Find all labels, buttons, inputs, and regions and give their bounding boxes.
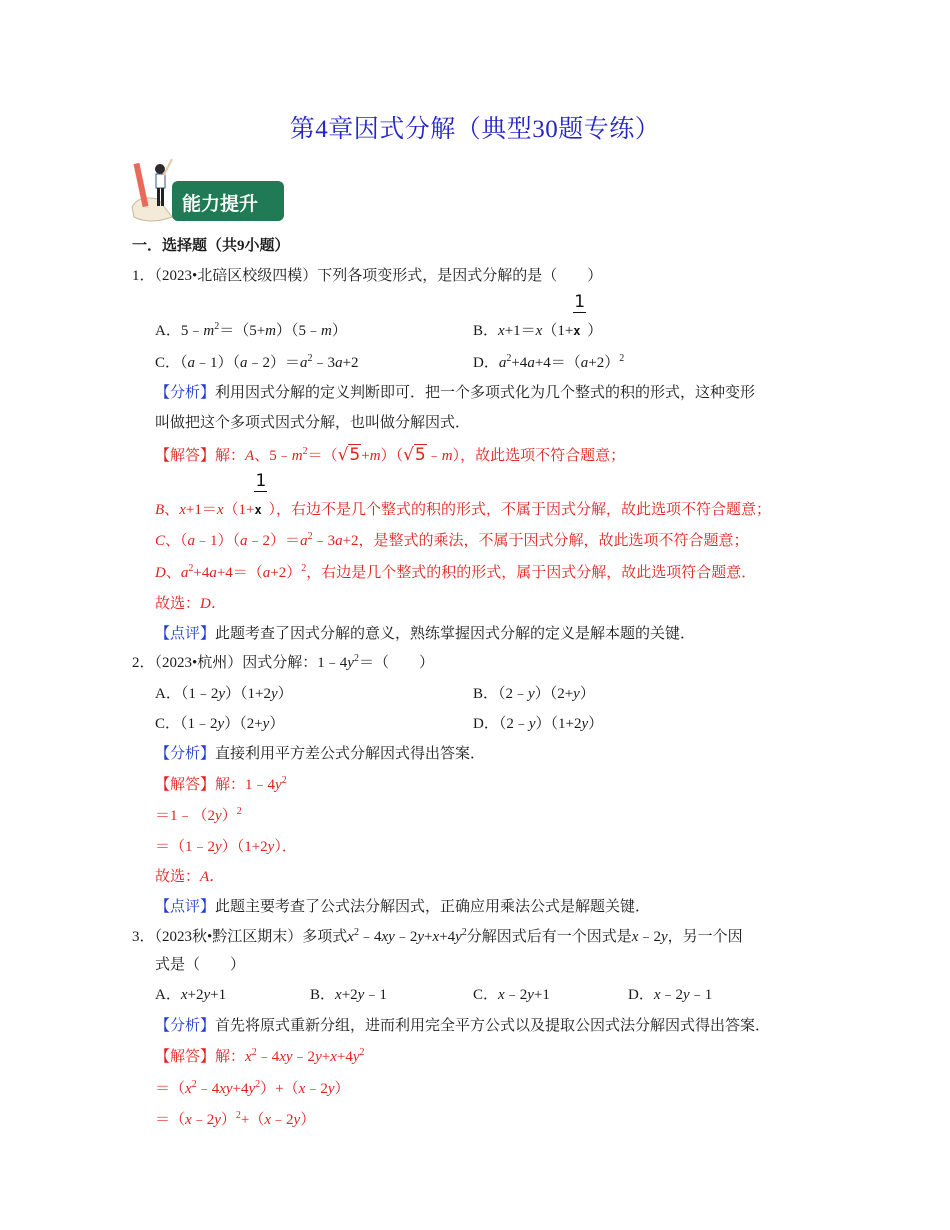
question-1-analysis: 【分析】利用因式分解的定义判断即可．把一个多项式化为几个整式的积的形式，这种变形 xyxy=(155,385,756,401)
question-source: （2023•北碚区校级四模） xyxy=(154,268,318,284)
question-1-solution-b: B、x+1＝x（1+ $\frac{1}{x}$），右边不是几个整式的积的形式，不属于因式分解，故此选项不符合题意； xyxy=(155,471,771,518)
question-2-option-d: D．（2﹣y）（1+2y） xyxy=(473,716,604,732)
question-3-stem-cont: 式是（ ） xyxy=(155,957,246,973)
question-2-stem: 2．（2023•杭州）因式分解：$1﹣4y^2=$（ ） xyxy=(132,653,434,671)
question-1-analysis-cont: 叫做把这个多项式因式分解，也叫做分解因式． xyxy=(155,415,471,431)
question-3-solution-line-2: $=(x^2﹣4xy+4y^2)+(x﹣2y)$ xyxy=(155,1079,350,1097)
question-3-option-b: B．x+2y﹣1 xyxy=(310,987,387,1003)
question-1-solution-c: C、$(a﹣1)(a﹣2)=a^2﹣3a+2$，是整式的乘法，不属于因式分解，故此选项不符合题意； xyxy=(155,531,749,549)
question-2-solution-line-3: ＝（1﹣2y）（1+2y）． xyxy=(155,839,297,855)
question-3-option-a: A．x+2y+1 xyxy=(155,987,227,1003)
badge-label: 能力提升 xyxy=(182,193,259,215)
question-1-option-d: D．$a^2+4a+4=(a+2)^2$ xyxy=(473,353,625,371)
question-number: 1． xyxy=(132,268,155,284)
fraction-1-over-x: $\frac{1}{x}$ xyxy=(573,292,586,338)
question-3-analysis: 【分析】首先将原式重新分组，进而利用完全平方公式以及提取公因式法分解因式得出答案． xyxy=(155,1018,771,1034)
sqrt-5: √5 xyxy=(337,445,361,465)
question-2-answer: 故选：A． xyxy=(155,869,225,885)
analysis-tag: 【分析】 xyxy=(155,385,216,401)
question-2-comment: 【点评】此题主要考查了公式法分解因式，正确应用乘法公式是解题关键． xyxy=(155,899,651,915)
question-2-analysis: 【分析】直接利用平方差公式分解因式得出答案． xyxy=(155,746,486,762)
ability-badge xyxy=(128,155,288,225)
question-1-stem xyxy=(132,266,602,286)
question-2-solution-line-1: 【解答】解：$1﹣4y^2$ xyxy=(155,775,287,793)
document-title: 第4章因式分解（典型30题专练） xyxy=(289,116,661,143)
question-3-solution-line-1: 【解答】解：$x^2﹣4xy﹣2y+x+4y^2$ xyxy=(155,1047,365,1065)
student-illustration-icon xyxy=(128,155,288,225)
section-heading: 一．选择题（共9小题） xyxy=(132,238,290,254)
question-2-solution-line-2: $=1﹣(2y)^2$ xyxy=(155,806,242,824)
question-1-answer: 故选：D． xyxy=(155,596,226,612)
question-3-solution-line-3: ＝（x﹣2y）$^2$+（x﹣2y） xyxy=(155,1110,316,1128)
question-1-option-a: A．$5﹣m^2=(5+m)(5﹣m)$ xyxy=(155,321,347,339)
question-1-solution-d: D、$a^2+4a+4=(a+2)^2$，右边是几个整式的积的形式，属于因式分解，故此选项符合题意． xyxy=(155,563,757,581)
question-2-option-b: B．（2﹣y）（2+y） xyxy=(473,686,595,702)
comment-tag: 【点评】 xyxy=(155,626,216,642)
question-1-comment: 【点评】此题考查了因式分解的意义，熟练掌握因式分解的定义是解本题的关键． xyxy=(155,626,696,642)
question-text: 下列各项变形式，是因式分解的是（ ） xyxy=(317,268,603,284)
question-1-option-c: C．$(a﹣1)(a﹣2)=a^2﹣3a+2$ xyxy=(155,353,359,371)
question-2-option-c: C．（1﹣2y）（2+y） xyxy=(155,716,285,732)
question-3-stem: 3．（2023秋•黔江区期末）多项式$x^2﹣4xy﹣2y+x+4y^2$分解因式后有一个因式是x﹣2y，另一个因 xyxy=(132,927,743,945)
solution-tag: 【解答】 xyxy=(155,448,216,464)
question-1-option-b: B．x+1＝x（1+ $\frac{1}{x}$） xyxy=(473,292,603,339)
question-3-option-c: C．x﹣2y+1 xyxy=(473,987,550,1003)
question-2-option-a: A．（1﹣2y）（1+2y） xyxy=(155,686,293,702)
question-3-option-d: D．x﹣2y﹣1 xyxy=(628,987,713,1003)
question-1-solution-a: 【解答】解：A、$5﹣m^2=(√5+m)(√5﹣m)$，故此选项不符合题意； xyxy=(155,445,626,465)
